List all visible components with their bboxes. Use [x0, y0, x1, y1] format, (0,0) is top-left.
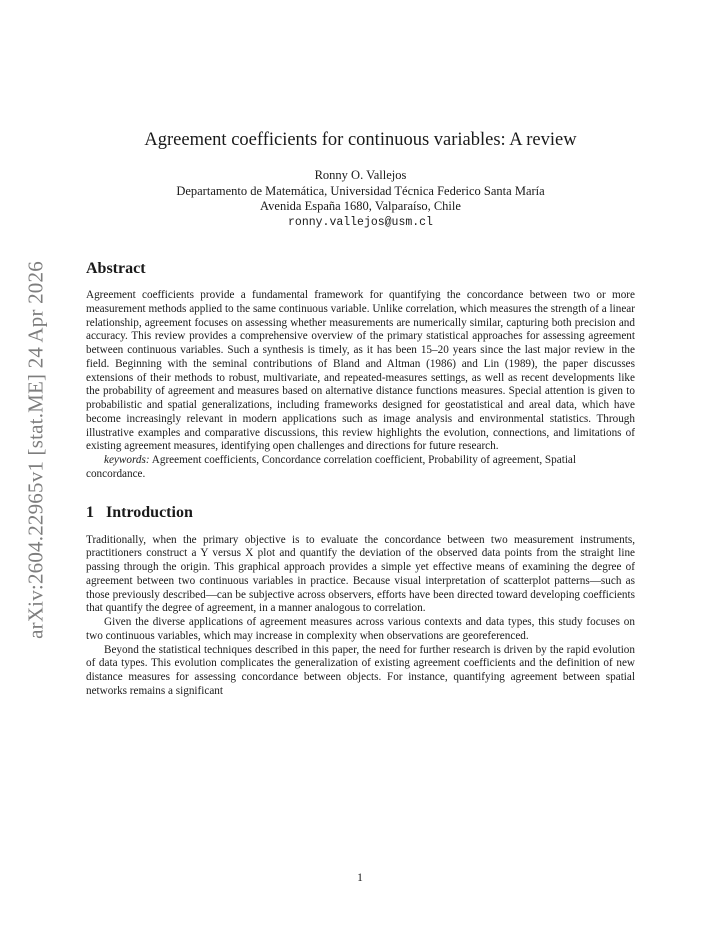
author-email: ronny.vallejos@usm.cl [288, 215, 433, 229]
intro-paragraph-2: Given the diverse applications of agreement measures across various contexts and data types, this study focuses on two continuous variables, which may increase in complexity when observations are georeferenced. [86, 616, 635, 642]
keywords-label: keywords: [104, 454, 150, 466]
section-number: 1 [86, 503, 94, 521]
section-title: Introduction [106, 503, 193, 521]
paper-page [86, 130, 635, 699]
arxiv-identifier-text: arXiv:2604.22965v1 [stat.ME] 24 Apr 2026 [23, 261, 48, 639]
keywords-paragraph [86, 454, 635, 482]
intro-paragraph-1: Traditionally, when the primary objective is to evaluate the concordance between two measurement instruments, practitioners construct a Y versus X plot and quantify the deviation of the observed data points from the straight line passing through the origin. This graphical approach provides a simple yet effective means of examining the degree of agreement between two continuous variables in practice. Because visual interpretation of scatterplot patterns—such as those previously described—can be subjective across observers, efforts have been directed toward developing coefficients that quantify the degree of agreement, in a manner analogous to correlation. [86, 533, 635, 615]
paper-title: Agreement coefficients for continuous variables: A review [144, 130, 577, 150]
arxiv-identifier-stamp [18, 250, 54, 650]
abstract-heading: Abstract [86, 260, 146, 277]
author-address: Avenida España 1680, Valparaíso, Chile [260, 199, 461, 213]
author-name: Ronny O. Vallejos [314, 168, 407, 182]
author-block [86, 168, 635, 230]
page-number: 1 [357, 872, 363, 884]
author-affiliation: Departamento de Matemática, Universidad Técnica Federico Santa María [176, 183, 545, 198]
introduction-heading [86, 504, 635, 522]
abstract-text: Agreement coefficients provide a fundamental framework for quantifying the concordance between two or more measurement methods applied to the same continuous variable. Unlike correlation, which measures the strength of a linear relationship, agreement focuses on assessing whether measurements are numerically similar, capturing both precision and accuracy. This review provides a comprehensive overview of the primary statistical approaches for assessing agreement between continuous variables. Such a synthesis is timely, as it has been 15–20 years since the last major review in the field. Beginning with the seminal contributions of Bland and Altman (1986) and Lin (1989), the paper discusses extensions of their methods to robust, multivariate, and repeated-measures settings, as well as recent developments like the probability of agreement and measures based on alternative distance functions measures. Special attention is given to probabilistic and spatial generalizations, including frameworks designed for geostatistical and areal data, which have become increasingly relevant in modern applications such as image analysis and environmental statistics. Through illustrative examples and comparative discussions, this review highlights the evolution, connections, and limitations of existing agreement measures, identifying open challenges and directions for future research. [86, 289, 635, 453]
keywords-list: Agreement coefficients, Concordance correlation coefficient, Probability of agreement, Spatial concordance. [86, 454, 576, 480]
intro-paragraph-3: Beyond the statistical techniques described in this paper, the need for further research is driven by the rapid evolution of data types. This evolution complicates the generalization of existing agreement coefficients and the definition of new distance measures for assessing concordance between objects. For instance, quantifying agreement between spatial networks remains a significant [86, 643, 635, 697]
